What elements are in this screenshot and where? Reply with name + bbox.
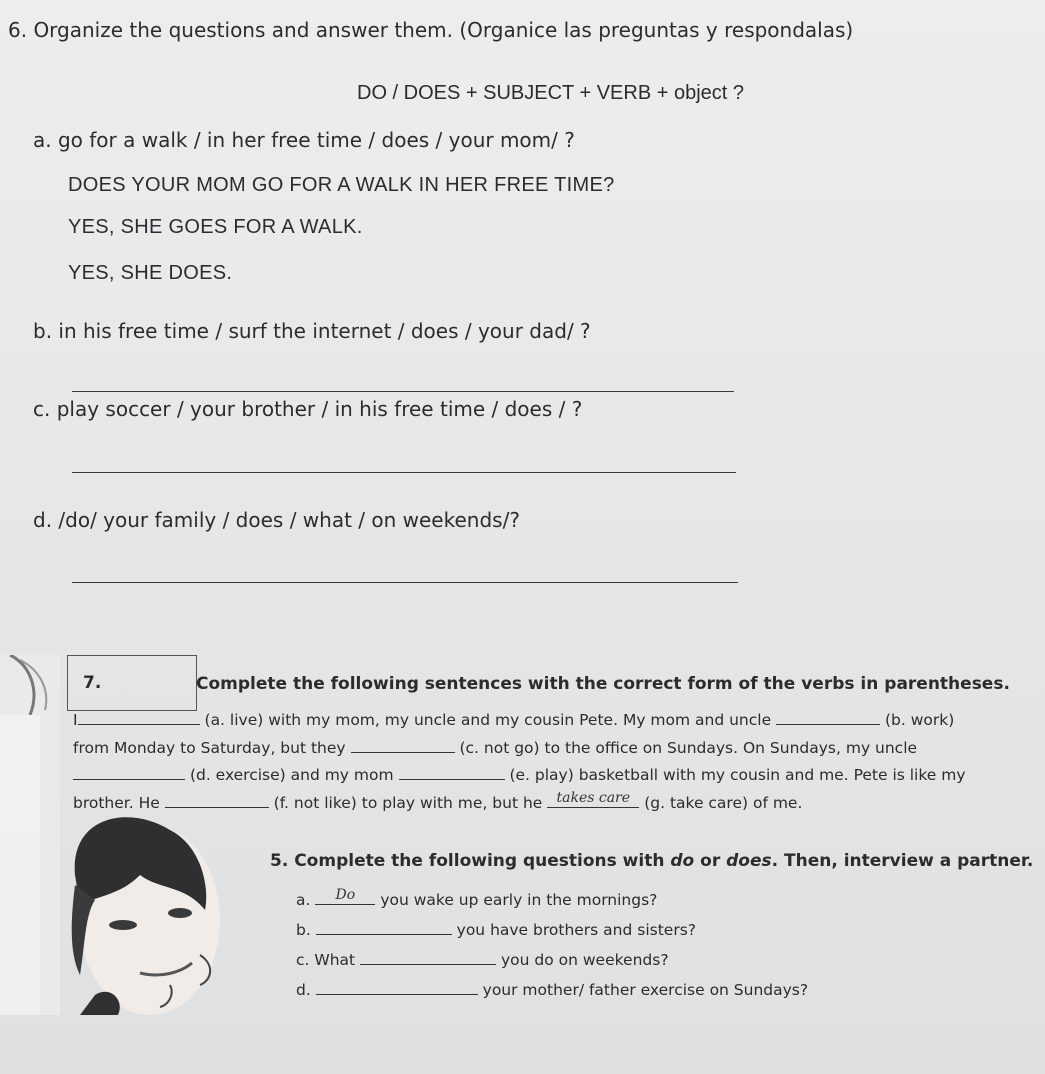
blank-b[interactable] <box>776 708 880 725</box>
ex5-a-text: you wake up early in the mornings? <box>380 891 658 909</box>
blank-5a[interactable] <box>315 888 375 905</box>
prompt-a: a. go for a walk / in her free time / does / your mom/ ? <box>33 128 575 152</box>
answer-a-question: DOES YOUR MOM GO FOR A WALK IN HER FREE TIME? <box>68 174 615 196</box>
ex5-b-label: b. <box>296 921 311 939</box>
ex7-line-1 <box>73 708 954 729</box>
ex5-a-label: a. <box>296 891 311 909</box>
ex5-heading-post: . Then, interview a partner. <box>771 851 1034 871</box>
ex7-line3-e: (e. play) basketball with my cousin and me. Pete is like my <box>509 766 966 784</box>
blank-c[interactable] <box>351 736 455 753</box>
handwritten-do: Do <box>335 887 356 903</box>
ex5-heading-mid: or <box>694 851 727 871</box>
exercise-5-heading <box>270 851 1033 871</box>
ex7-line1-start: I <box>73 711 78 729</box>
ex7-line4-text: (f. not like) to play with me, but he <box>273 794 543 812</box>
handwritten-takes-care: takes care <box>556 790 631 806</box>
ex5-item-c <box>296 948 669 969</box>
answer-a-short: YES, SHE DOES. <box>68 262 233 284</box>
ex7-line-3 <box>73 763 966 784</box>
blank-g[interactable] <box>547 791 639 808</box>
blank-5d[interactable] <box>316 978 478 995</box>
ex5-b-text: you have brothers and sisters? <box>456 921 697 939</box>
ex7-line4-g: (g. take care) of me. <box>644 794 803 812</box>
ex7-line4-start: brother. He <box>73 794 160 812</box>
ex7-line2-text: (c. not go) to the office on Sundays. On Sundays, my uncle <box>459 739 918 757</box>
exercise-7-number: 7. <box>83 673 102 693</box>
grammar-formula: DO / DOES + SUBJECT + VERB + object ? <box>357 82 745 104</box>
blank-f[interactable] <box>165 791 269 808</box>
blank-d[interactable] <box>73 763 185 780</box>
ex5-item-a <box>296 888 657 909</box>
prompt-d: d. /do/ your family / does / what / on weekends/? <box>33 508 520 532</box>
ex7-line-4 <box>73 791 802 812</box>
ex7-line1-text: (a. live) with my mom, my uncle and my cousin Pete. My mom and uncle <box>204 711 772 729</box>
ex5-c-text: you do on weekends? <box>500 951 669 969</box>
ex5-c-label: c. What <box>296 951 356 969</box>
ex7-line3-text: (d. exercise) and my mom <box>189 766 394 784</box>
prompt-b: b. in his free time / surf the internet / does / your dad/ ? <box>33 319 591 343</box>
ex7-line2-start: from Monday to Saturday, but they <box>73 739 346 757</box>
exercise-7-instruction: Complete the following sentences with the correct form of the verbs in parentheses. <box>196 674 1010 694</box>
ex5-item-d <box>296 978 808 999</box>
blank-5b[interactable] <box>316 918 452 935</box>
blank-a[interactable] <box>78 708 200 725</box>
answer-line-c[interactable] <box>72 472 736 473</box>
ex7-line-2 <box>73 736 917 757</box>
ex5-d-text: your mother/ father exercise on Sundays? <box>482 981 809 999</box>
ex5-item-b <box>296 918 696 939</box>
ex5-d-label: d. <box>296 981 311 999</box>
ex5-heading-do: do <box>670 851 695 871</box>
blank-e[interactable] <box>399 763 505 780</box>
answer-line-d[interactable] <box>72 582 738 583</box>
answer-line-b[interactable] <box>72 391 734 392</box>
ex5-heading-pre: 5. Complete the following questions with <box>270 851 671 871</box>
ex5-heading-does: does <box>726 851 772 871</box>
ex7-line1-b: (b. work) <box>885 711 955 729</box>
blank-5c[interactable] <box>360 948 496 965</box>
answer-a-long: YES, SHE GOES FOR A WALK. <box>68 216 363 238</box>
prompt-c: c. play soccer / your brother / in his free time / does / ? <box>33 397 583 421</box>
exercise-6-heading: 6. Organize the questions and answer them. (Organice las preguntas y respondalas) <box>8 18 854 42</box>
